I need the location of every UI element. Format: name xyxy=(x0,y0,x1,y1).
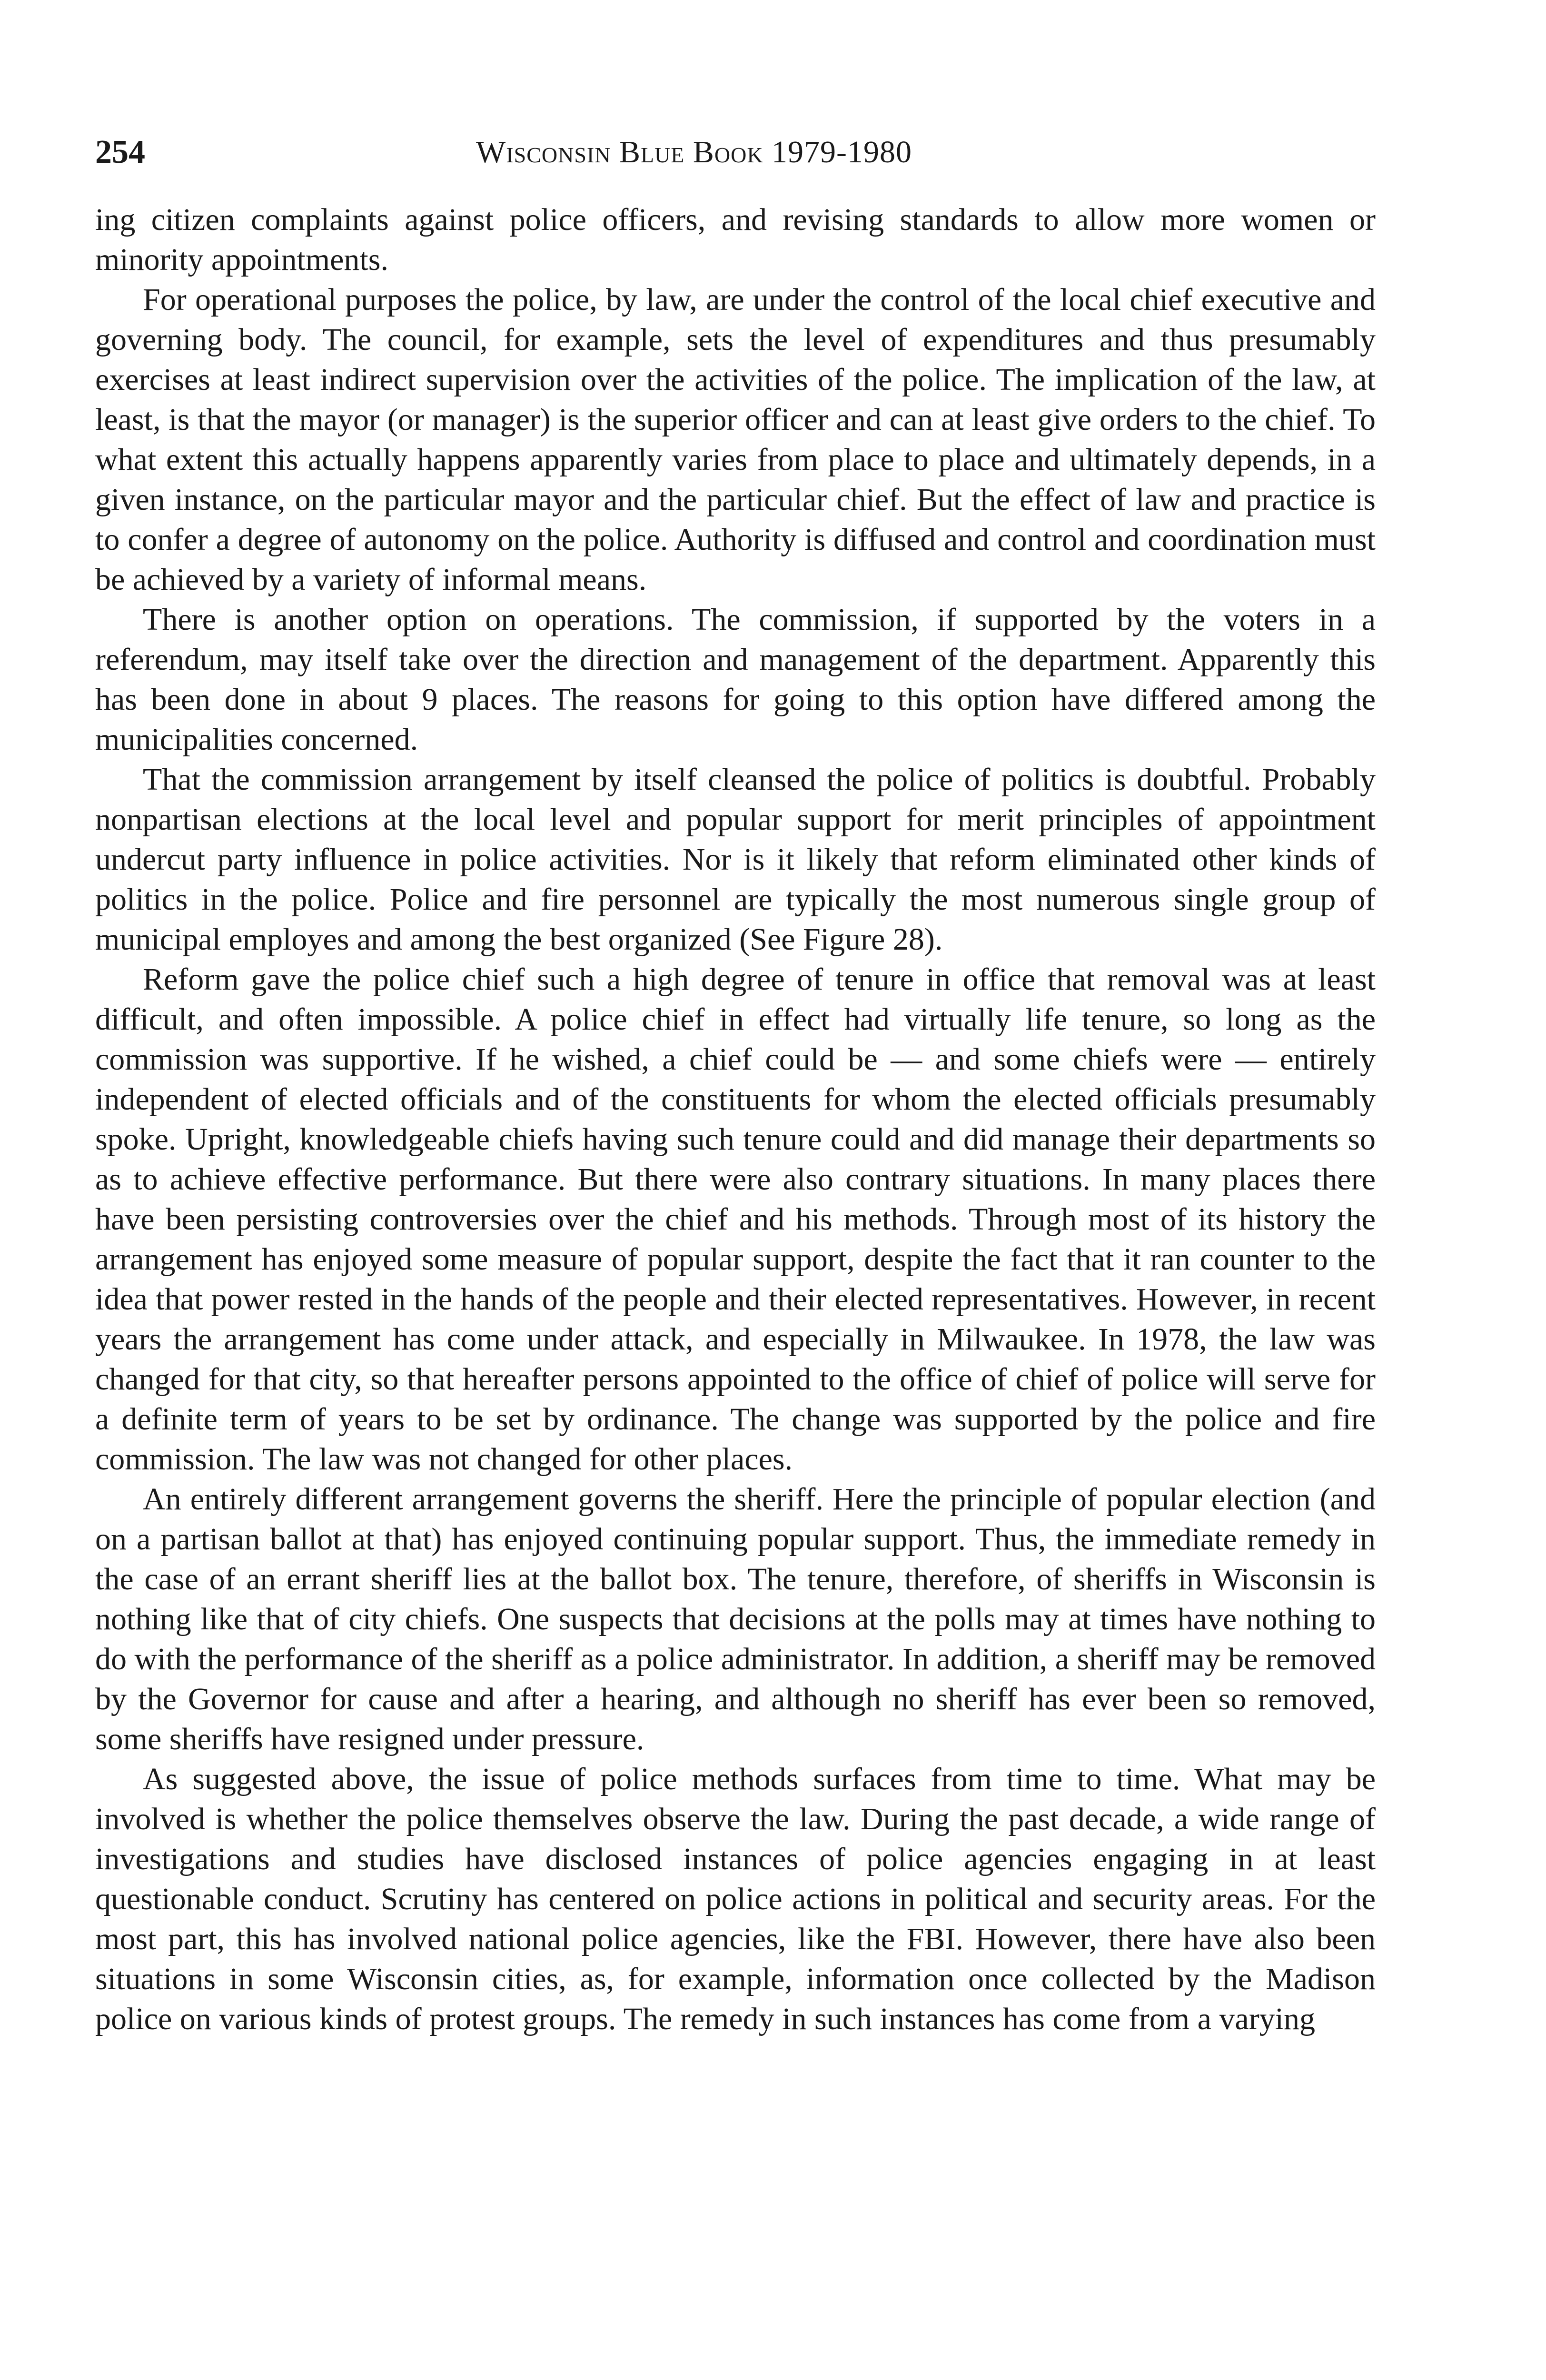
running-head xyxy=(95,129,1376,176)
paragraph: Reform gave the police chief such a high degree of tenure in office that removal was at least difficult, and often impossible. A police chief in effect had virtually life tenure, so long as the commission was supportive. If he wished, a chief could be — and some chiefs were — entirely independent of elected officials and of the constituents for whom the elected officials presumably spoke. Upright, knowledgeable chiefs having such tenure could and did manage their departments so as to achieve effective performance. But there were also contrary situations. In many places there have been persisting controversies over the chief and his methods. Through most of its history the arrangement has enjoyed some measure of popular support, despite the fact that it ran counter to the idea that power rested in the hands of the people and their elected representatives. However, in recent years the arrangement has come under attack, and especially in Milwaukee. In 1978, the law was changed for that city, so that hereafter persons appointed to the office of chief of police will serve for a definite term of years to be set by ordinance. The change was supported by the police and fire commission. The law was not changed for other places. xyxy=(95,962,1376,1477)
body-text xyxy=(95,200,1376,2039)
paragraph: As suggested above, the issue of police methods surfaces from time to time. What may be involved is whether the police themselves observe the law. During the past decade, a wide range of investigations and studies have disclosed instances of police agencies engaging in at least questionable conduct. Scrutiny has centered on police actions in political and security areas. For the most part, this has involved national police agencies, like the FBI. However, there have also been situations in some Wisconsin cities, as, for example, information once collected by the Madison police on various kinds of protest groups. The remedy in such instances has come from a varying xyxy=(95,1762,1376,2036)
running-title: Wisconsin Blue Book 1979-1980 xyxy=(476,135,912,169)
page-number: 254 xyxy=(95,134,145,170)
paragraph: That the commission arrangement by itself cleansed the police of politics is doubtful. Probably nonpartisan elections at the local level and popular support for merit principles of appointment undercut party influence in police activities. Nor is it likely that reform eliminated other kinds of politics in the police. Police and fire personnel are typically the most numerous single group of municipal employes and among the best organized (See Figure 28). xyxy=(95,762,1376,957)
paragraph: An entirely different arrangement governs the sheriff. Here the principle of popular election (and on a partisan ballot at that) has enjoyed continuing popular support. Thus, the immediate remedy in the case of an errant sheriff lies at the ballot box. The tenure, therefore, of sheriffs in Wisconsin is nothing like that of city chiefs. One suspects that decisions at the polls may at times have nothing to do with the performance of the sheriff as a police administrator. In addition, a sheriff may be removed by the Governor for cause and after a hearing, and although no sheriff has ever been so removed, some sheriffs have resigned under pressure. xyxy=(95,1482,1376,1756)
paragraph-continued: ing citizen complaints against police officers, and revising standards to allow more women or minority appointments. xyxy=(95,202,1376,277)
paragraph: There is another option on operations. The commission, if supported by the voters in a referendum, may itself take over the direction and management of the department. Apparently this has been done in about 9 places. The reasons for going to this option have differed among the municipalities concerned. xyxy=(95,602,1376,757)
paragraph: For operational purposes the police, by law, are under the control of the local chief executive and governing body. The council, for example, sets the level of expenditures and thus presumably exercises at least indirect supervision over the activities of the police. The implication of the law, at least, is that the mayor (or manager) is the superior officer and can at least give orders to the chief. To what extent this actually happens apparently varies from place to place and ultimately depends, in a given instance, on the particular mayor and the particular chief. But the effect of law and practice is to confer a degree of autonomy on the police. Authority is diffused and control and coordination must be achieved by a variety of informal means. xyxy=(95,282,1376,597)
document-page xyxy=(95,129,1376,2039)
